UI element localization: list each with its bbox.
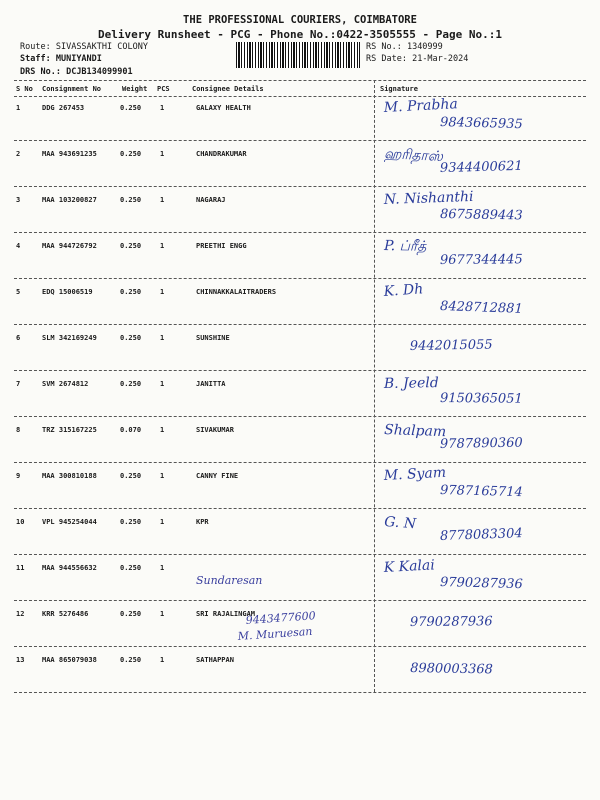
cell-pcs: 1 [160, 472, 165, 480]
table-row [0, 334, 600, 380]
staff-label: Staff: [20, 54, 51, 64]
cell-consignee: CHANDRAKUMAR [196, 150, 247, 158]
cell-weight: 0.250 [120, 150, 142, 158]
col-sno: S No [16, 85, 33, 93]
signature-phone: 9787890360 [439, 435, 523, 452]
cell-sno: 1 [16, 104, 21, 112]
cell-consignment: EDQ 15006519 [42, 288, 93, 296]
row-separator [14, 278, 586, 279]
signature-phone: 9344400621 [439, 158, 523, 176]
rs-no-line [366, 42, 443, 52]
cell-weight: 0.250 [120, 288, 142, 296]
rs-date-label: RS Date: [366, 54, 407, 64]
table-row [0, 146, 600, 196]
row-separator [14, 692, 586, 693]
signature-phone: 9790287936 [439, 575, 523, 593]
cell-consignee: CHINNAKKALAITRADERS [196, 288, 277, 296]
header-rule-bottom [14, 96, 586, 97]
cell-pcs: 1 [160, 242, 165, 250]
row-separator [14, 232, 586, 233]
cell-weight: 0.250 [120, 380, 142, 388]
cell-weight: 0.250 [120, 104, 142, 112]
cell-sno: 8 [16, 426, 21, 434]
row-separator [14, 370, 586, 371]
row-separator [14, 416, 586, 417]
signature [0, 90, 600, 138]
signature-name: P. ப்ரீத் [383, 238, 427, 255]
signature-name: ஹரிதாஸ் [383, 146, 444, 166]
cell-weight: 0.250 [120, 610, 142, 618]
cell-pcs: 1 [160, 656, 165, 664]
cell-consignment: SVM 2674812 [42, 380, 89, 388]
cell-consignee: NAGARAJ [196, 196, 226, 204]
signature-phone: 9843665935 [439, 115, 523, 133]
cell-consignment: SLM 342169249 [42, 334, 97, 342]
row-separator [14, 646, 586, 647]
cell-weight: 0.250 [120, 518, 142, 526]
cell-sno: 11 [16, 564, 25, 572]
cell-sno: 4 [16, 242, 21, 250]
signature-name: M. Syam [383, 464, 447, 484]
signature-phone: 9442015055 [409, 337, 493, 354]
cell-consignment: TRZ 315167225 [42, 426, 97, 434]
table-row [0, 188, 600, 242]
cell-sno: 13 [16, 656, 25, 664]
cell-consignee: SRI RAJALINGAM [196, 610, 256, 618]
cell-pcs: 1 [160, 334, 165, 342]
cell-weight: 0.250 [120, 564, 142, 572]
route-line [20, 42, 148, 52]
col-signature: Signature [380, 85, 418, 93]
cell-consignment: MAA 944556632 [42, 564, 97, 572]
rs-no-label: RS No.: [366, 42, 402, 52]
table-row [0, 238, 600, 288]
signature-phone: 9150365051 [439, 391, 523, 407]
row-separator [14, 462, 586, 463]
cell-consignee: PREETHI ENGG [196, 242, 247, 250]
cell-pcs: 1 [160, 426, 165, 434]
staff-line [20, 54, 102, 64]
table-row [0, 281, 600, 334]
runsheet-title: Delivery Runsheet - PCG - Phone No.:0422-3505555 - Page No.:1 [98, 28, 502, 41]
cell-sno: 12 [16, 610, 25, 618]
drs-line [20, 67, 133, 77]
signature-phone: 8778083304 [439, 526, 523, 544]
table-row [0, 375, 600, 426]
route-value: SIVASSAKTHI COLONY [55, 42, 148, 52]
staff-value: MUNIYANDI [55, 54, 102, 64]
signature-name: B. Jeeld [383, 375, 439, 392]
cell-pcs: 1 [160, 150, 165, 158]
handwritten-name-row12: M. Muruesan [237, 624, 313, 643]
cell-sno: 6 [16, 334, 21, 342]
col-pcs: PCS [157, 85, 170, 93]
signature-phone: 8980003368 [410, 661, 493, 678]
row-separator [14, 324, 586, 325]
cell-weight: 0.250 [120, 196, 142, 204]
signature-name: N. Nishanthi [383, 188, 474, 208]
cell-sno: 9 [16, 472, 21, 480]
drs-value: DCJB134099901 [66, 67, 133, 77]
cell-pcs: 1 [160, 104, 165, 112]
rs-date-value: 21-Mar-2024 [412, 54, 469, 64]
cell-consignee: SUNSHINE [196, 334, 230, 342]
cell-consignment: MAA 865079038 [42, 656, 97, 664]
table-row [0, 464, 600, 518]
signature-phone: 9790287936 [409, 614, 493, 630]
cell-consignee: JANITTA [196, 380, 226, 388]
cell-sno: 10 [16, 518, 25, 526]
row-separator [14, 600, 586, 601]
col-weight: Weight [122, 85, 148, 93]
signature-phone: 9677344445 [439, 252, 523, 268]
signature-name: K. Dh [383, 281, 424, 300]
cell-sno: 5 [16, 288, 21, 296]
table-row [0, 96, 600, 150]
handwritten-phone-row12: 9443477600 [245, 609, 317, 627]
col-consignment: Consignment No [42, 85, 102, 93]
signature-name: M. Prabha [383, 96, 459, 116]
row-separator [14, 186, 586, 187]
cell-pcs: 1 [160, 196, 165, 204]
cell-consignee: SIVAKUMAR [196, 426, 234, 434]
cell-consignment: VPL 945254044 [42, 518, 97, 526]
signature-phone: 8428712881 [439, 299, 523, 317]
cell-weight: 0.250 [120, 334, 142, 342]
rs-no-value: 1340999 [406, 42, 443, 52]
row-separator [14, 140, 586, 141]
cell-consignment: MAA 943691235 [42, 150, 97, 158]
route-label: Route: [20, 42, 51, 52]
cell-sno: 3 [16, 196, 21, 204]
row-separator [14, 554, 586, 555]
cell-weight: 0.070 [120, 426, 142, 434]
cell-pcs: 1 [160, 288, 165, 296]
handwritten-consignee-row11: Sundaresan [196, 574, 263, 587]
cell-consignment: MAA 944726792 [42, 242, 97, 250]
signature-name: K Kalai [383, 557, 436, 576]
signature-phone: 9787165714 [439, 483, 523, 501]
table-row [0, 557, 600, 610]
cell-consignee: SATHAPPAN [196, 656, 234, 664]
row-separator [14, 508, 586, 509]
table-row [0, 514, 600, 564]
barcode [236, 42, 360, 68]
cell-sno: 7 [16, 380, 21, 388]
drs-label: DRS No.: [20, 67, 61, 77]
company-title: THE PROFESSIONAL COURIERS, COIMBATORE [183, 14, 417, 26]
rs-date-line [366, 54, 468, 64]
col-consignee: Consignee Details [192, 85, 264, 93]
header-rule-top [14, 80, 586, 81]
cell-pcs: 1 [160, 610, 165, 618]
table-row [0, 422, 600, 472]
cell-weight: 0.250 [120, 242, 142, 250]
cell-weight: 0.250 [120, 656, 142, 664]
table-row [0, 610, 600, 656]
cell-consignee: CANNY FINE [196, 472, 239, 480]
cell-consignment: MAA 103200827 [42, 196, 97, 204]
cell-sno: 2 [16, 150, 21, 158]
signature-name: G. N [383, 514, 417, 533]
cell-consignee: GALAXY HEALTH [196, 104, 251, 112]
cell-pcs: 1 [160, 380, 165, 388]
cell-consignee: KPR [196, 518, 209, 526]
cell-weight: 0.250 [120, 472, 142, 480]
cell-pcs: 1 [160, 564, 165, 572]
cell-pcs: 1 [160, 518, 165, 526]
signature-phone: 8675889443 [439, 207, 523, 224]
table-row [0, 656, 600, 702]
signature-name: Shalpam [383, 422, 447, 441]
cell-consignment: DDG 267453 [42, 104, 85, 112]
cell-consignment: KRR 5276486 [42, 610, 89, 618]
cell-consignment: MAA 300810188 [42, 472, 97, 480]
